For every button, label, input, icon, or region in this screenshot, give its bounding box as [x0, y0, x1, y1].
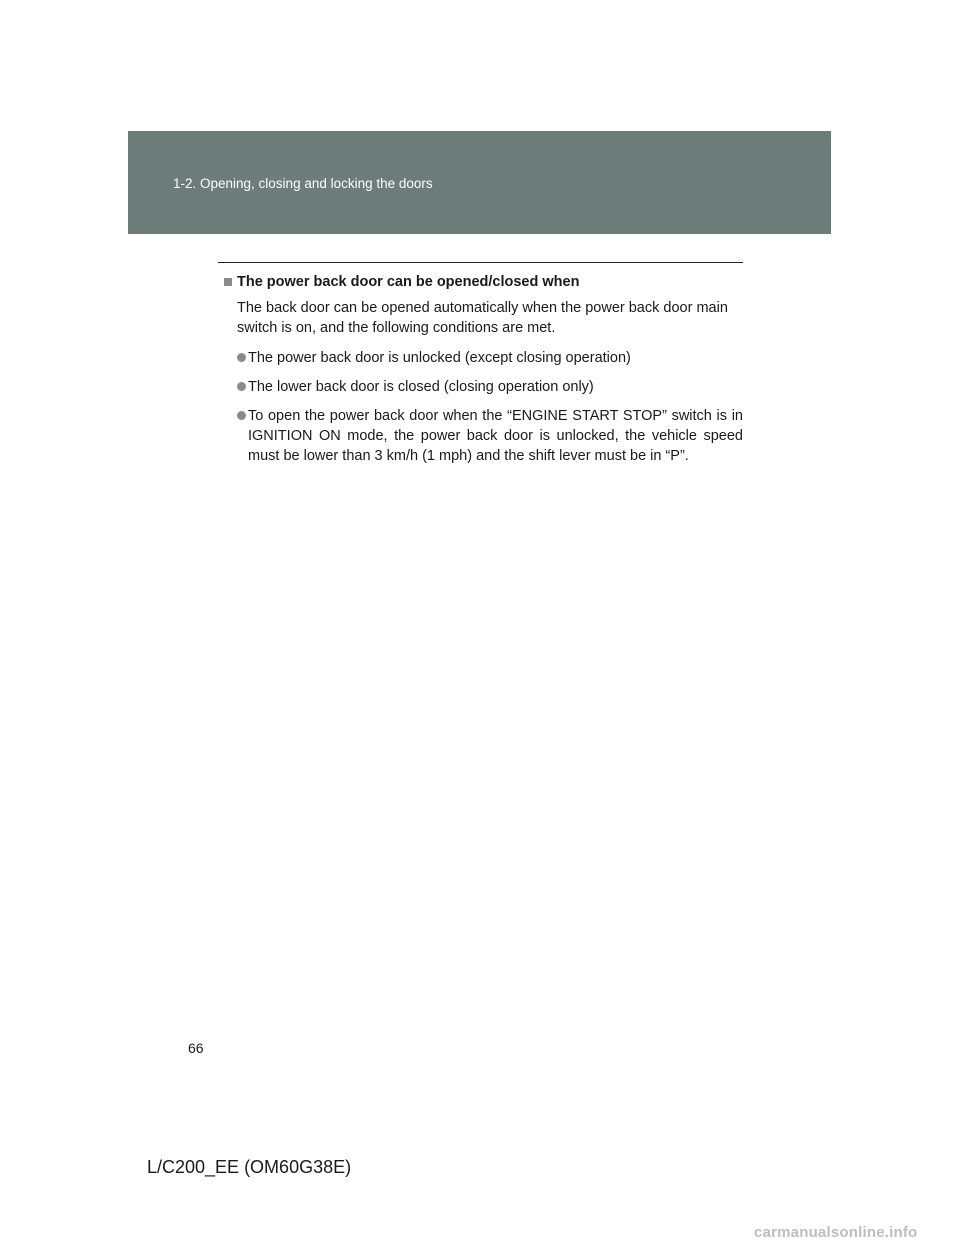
section-divider	[218, 262, 743, 263]
section-header-band	[128, 131, 831, 234]
conditions-list	[223, 348, 743, 466]
content-body	[223, 272, 743, 466]
page-number: 66	[188, 1040, 204, 1056]
list-item-text: To open the power back door when the “ENGINE START STOP” switch is in IGNITION ON mode, the power back door is unlocked, the vehicle speed must be lower than 3 km/h (1 mph) and the shift lever must be in “P”.	[248, 408, 743, 464]
intro-paragraph: The back door can be opened automatically when the power back door main switch is on, and the following conditions are met.	[237, 300, 728, 336]
square-bullet-icon	[224, 278, 232, 286]
circle-bullet-icon	[237, 411, 246, 420]
subsection-heading	[223, 272, 743, 292]
circle-bullet-icon	[237, 382, 246, 391]
document-code: L/C200_EE (OM60G38E)	[147, 1157, 352, 1177]
watermark: carmanualsonline.info	[754, 1224, 918, 1241]
list-item-text: The power back door is unlocked (except closing operation)	[248, 350, 631, 366]
circle-bullet-icon	[237, 353, 246, 362]
list-item-text: The lower back door is closed (closing operation only)	[248, 379, 594, 395]
section-title: 1-2. Opening, closing and locking the doors	[173, 176, 433, 191]
list-item	[237, 406, 743, 466]
list-item	[237, 348, 743, 368]
list-item	[237, 377, 743, 397]
subsection-heading-text: The power back door can be opened/closed when	[237, 274, 580, 290]
